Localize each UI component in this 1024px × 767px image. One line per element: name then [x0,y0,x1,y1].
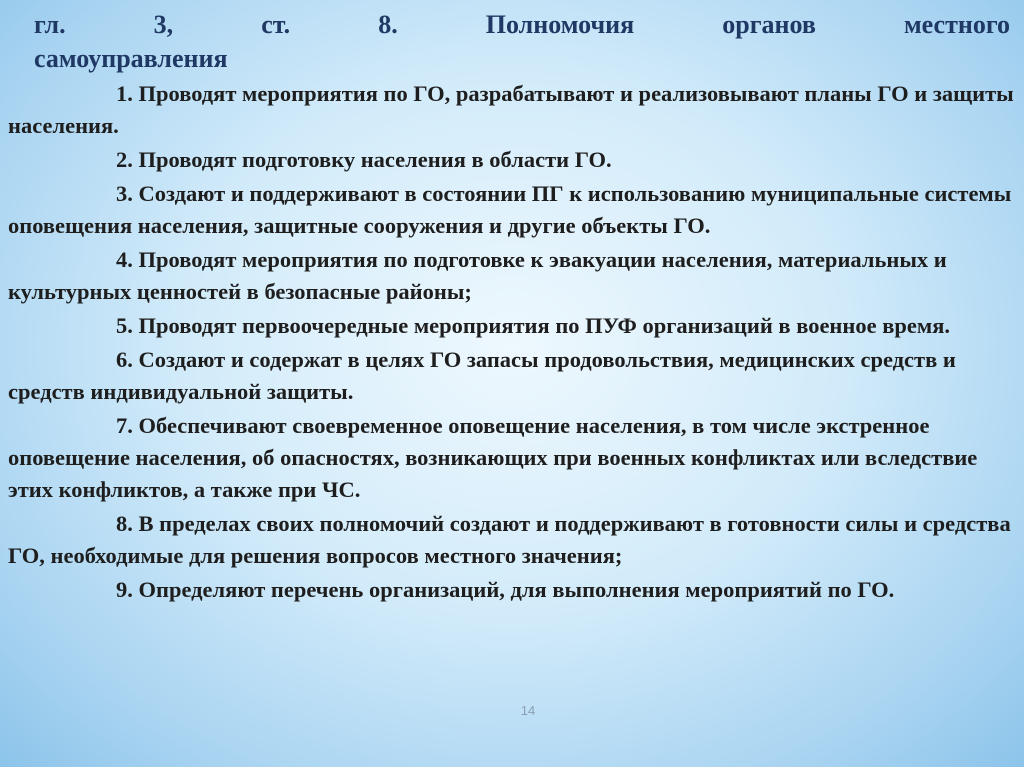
list-item-4: 4. Проводят мероприятия по подготовке к эвакуации населения, материальных и культурных ценностей в безопасные районы; [8,247,947,304]
list-item-8: 8. В пределах своих полномочий создают и поддерживают в готовности силы и средства ГО, необходимые для решения вопросов местного значения; [8,511,1011,568]
powers-list [8,78,1014,608]
list-item-9: 9. Определяют перечень организаций, для выполнения мероприятий по ГО. [116,577,895,602]
list-item-6: 6. Создают и содержат в целях ГО запасы продовольствия, медицинских средств и средств индивидуальной защиты. [8,347,956,404]
page-number: 14 [520,703,536,718]
list-item-1: 1. Проводят мероприятия по ГО, разрабатывают и реализовывают планы ГО и защиты населения. [8,81,1014,138]
list-item-2: 2. Проводят подготовку населения в области ГО. [116,147,612,172]
list-item-7: 7. Обеспечивают своевременное оповещение населения, в том числе экстренное оповещение населения, об опасностях, возникающих при военных конфликтах или вследствие этих конфликтов, а также при ЧС. [8,413,978,502]
list-item-5: 5. Проводят первоочередные мероприятия по ПУФ организаций в военное время. [116,313,950,338]
slide-title-line-2: самоуправления [34,44,228,73]
slide-title-line-1: гл. 3, ст. 8. Полномочия органов местного [34,10,1010,39]
list-item-3: 3. Создают и поддерживают в состоянии ПГ к использованию муниципальные системы оповещения населения, защитные сооружения и другие объекты ГО. [8,181,1012,238]
